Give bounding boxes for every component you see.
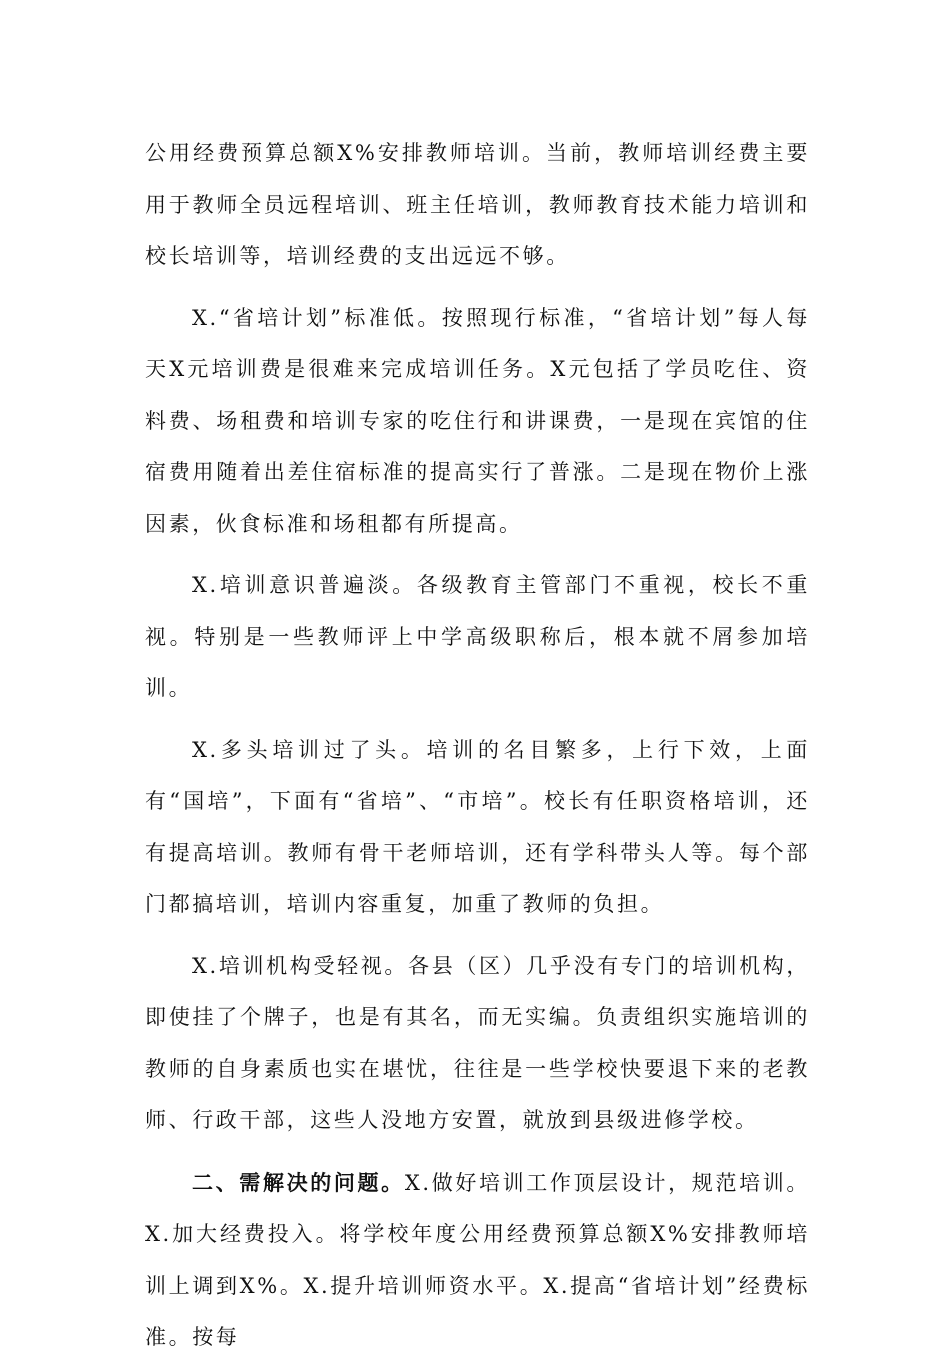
section-heading: 二、需解决的问题。 [192, 1169, 405, 1195]
paragraph-6 [145, 1157, 810, 1364]
paragraph-5: X.培训机构受轻视。各县（区）几乎没有专门的培训机构，即使挂了个牌子，也是有其名，而无实编。负责组织实施培训的教师的自身素质也实在堪忧，往往是一些学校快要退下来的老教师、行政干部，这些人没地方安置，就放到县级进修学校。 [145, 953, 810, 1132]
paragraph-1: 公用经费预算总额X%安排教师培训。当前，教师培训经费主要用于教师全员远程培训、班主任培训，教师教育技术能力培训和校长培训等，培训经费的支出远远不够。 [145, 141, 810, 268]
paragraph-2: X.“省培计划”标准低。按照现行标准，“省培计划”每人每天X元培训费是很难来完成培训任务。X元包括了学员吃住、资料费、场租费和培训专家的吃住行和讲课费，一是现在宾馆的住宿费用随着出差住宿标准的提高实行了普涨。二是现在物价上涨因素，伙食标准和场租都有所提高。 [145, 305, 810, 536]
document-body [145, 128, 810, 1364]
paragraph-4: X.多头培训过了头。培训的名目繁多，上行下效，上面有“国培”，下面有“省培”、“市培”。校长有任职资格培训，还有提高培训。教师有骨干老师培训，还有学科带头人等。每个部门都搞培训，培训内容重复，加重了教师的负担。 [145, 737, 810, 916]
paragraph-3: X.培训意识普遍淡。各级教育主管部门不重视，校长不重视。特别是一些教师评上中学高级职称后，根本就不屑参加培训。 [145, 573, 810, 700]
section-text: X.做好培训工作顶层设计，规范培训。X.加大经费投入。将学校年度公用经费预算总额X%安排教师培训上调到X%。X.提升培训师资水平。X.提高“省培计划”经费标准。按每 [145, 1170, 810, 1349]
